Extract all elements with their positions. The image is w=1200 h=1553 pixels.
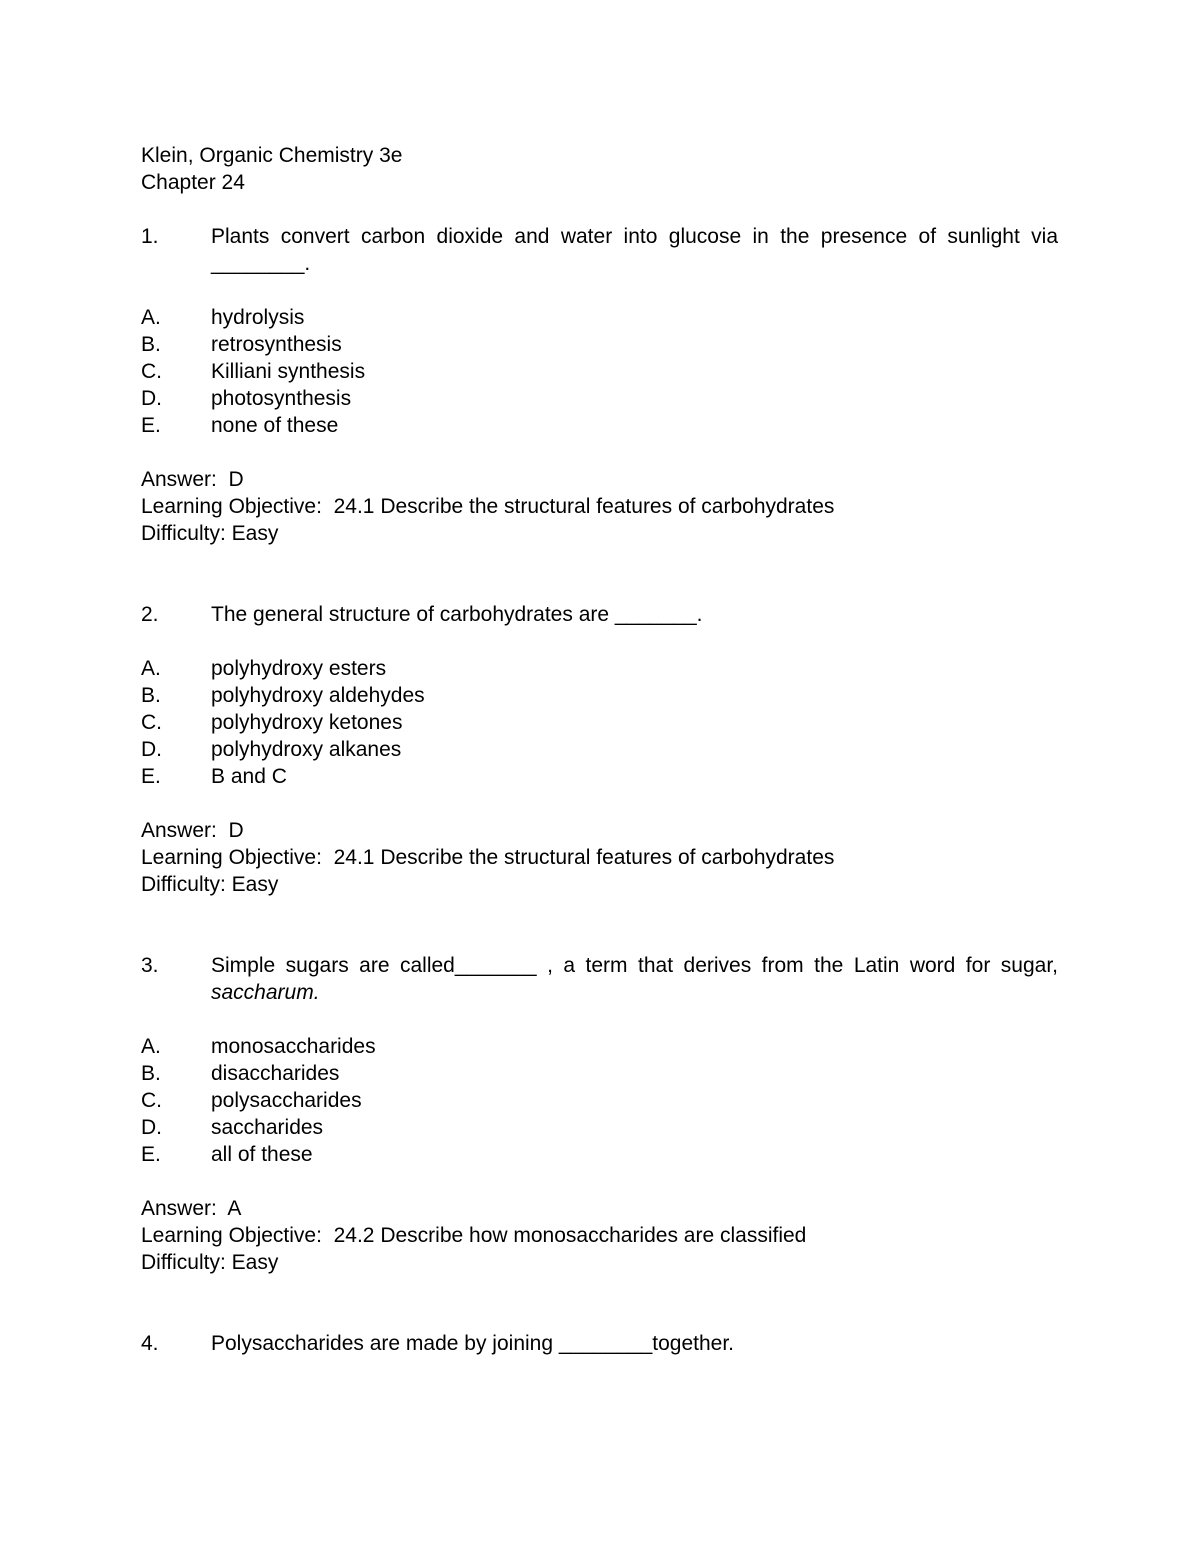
question-4 <box>141 1330 1058 1357</box>
option-text: monosaccharides <box>211 1035 376 1058</box>
option-letter: C. <box>141 711 162 734</box>
option-b <box>141 1060 1058 1087</box>
question-stem <box>141 223 1058 277</box>
option-b <box>141 331 1058 358</box>
answer-options <box>141 304 1058 439</box>
question-number: 2. <box>141 603 159 626</box>
difficulty-line: Difficulty: Easy <box>141 522 279 545</box>
option-b <box>141 682 1058 709</box>
option-letter: D. <box>141 387 162 410</box>
option-d <box>141 736 1058 763</box>
option-letter: A. <box>141 1035 161 1058</box>
option-text: retrosynthesis <box>211 333 342 356</box>
question-meta <box>141 817 1058 898</box>
question-number: 3. <box>141 954 159 977</box>
option-letter: D. <box>141 1116 162 1139</box>
answer-line: Answer: D <box>141 819 244 842</box>
question-1 <box>141 223 1058 547</box>
question-stem <box>141 1330 1058 1357</box>
question-2 <box>141 601 1058 898</box>
option-e <box>141 412 1058 439</box>
question-meta <box>141 466 1058 547</box>
document-header <box>141 142 1058 196</box>
option-text: Killiani synthesis <box>211 360 366 383</box>
question-text-main: Simple sugars are called_______ , a term that derives from the Latin word for sugar, <box>211 954 1058 977</box>
option-e <box>141 1141 1058 1168</box>
question-stem <box>141 601 1058 628</box>
question-3 <box>141 952 1058 1276</box>
learning-objective: Learning Objective: 24.1 Describe the structural features of carbohydrates <box>141 495 835 518</box>
option-text: photosynthesis <box>211 387 352 410</box>
answer-line: Answer: A <box>141 1197 242 1220</box>
book-title: Klein, Organic Chemistry 3e <box>141 144 403 167</box>
option-text: polyhydroxy aldehydes <box>211 684 425 707</box>
option-text: none of these <box>211 414 339 437</box>
option-text: polyhydroxy esters <box>211 657 387 680</box>
option-a <box>141 655 1058 682</box>
question-text-italic: saccharum. <box>211 981 320 1004</box>
option-a <box>141 1033 1058 1060</box>
option-letter: B. <box>141 684 161 707</box>
option-letter: B. <box>141 333 161 356</box>
chapter-label: Chapter 24 <box>141 171 245 194</box>
option-letter: B. <box>141 1062 161 1085</box>
answer-options <box>141 1033 1058 1168</box>
learning-objective: Learning Objective: 24.1 Describe the structural features of carbohydrates <box>141 846 835 869</box>
option-a <box>141 304 1058 331</box>
question-meta <box>141 1195 1058 1276</box>
option-text: B and C <box>211 765 287 788</box>
answer-options <box>141 655 1058 790</box>
question-text: Plants convert carbon dioxide and water into glucose in the presence of sunlight via ________. <box>211 225 1058 275</box>
option-text: saccharides <box>211 1116 324 1139</box>
question-number: 4. <box>141 1332 159 1355</box>
question-stem <box>141 952 1058 1006</box>
question-number: 1. <box>141 225 159 248</box>
option-d <box>141 1114 1058 1141</box>
option-letter: A. <box>141 657 161 680</box>
difficulty-line: Difficulty: Easy <box>141 1251 279 1274</box>
option-text: hydrolysis <box>211 306 305 329</box>
option-c <box>141 1087 1058 1114</box>
option-letter: C. <box>141 360 162 383</box>
option-text: polyhydroxy alkanes <box>211 738 402 761</box>
option-d <box>141 385 1058 412</box>
option-letter: C. <box>141 1089 162 1112</box>
option-letter: E. <box>141 414 161 437</box>
option-letter: D. <box>141 738 162 761</box>
document-page <box>141 142 1058 1357</box>
question-text: Polysaccharides are made by joining ________together. <box>211 1332 735 1355</box>
option-letter: A. <box>141 306 161 329</box>
difficulty-line: Difficulty: Easy <box>141 873 279 896</box>
answer-line: Answer: D <box>141 468 244 491</box>
question-text: The general structure of carbohydrates are _______. <box>211 603 703 626</box>
option-text: disaccharides <box>211 1062 340 1085</box>
question-text <box>211 952 1058 1006</box>
option-text: polyhydroxy ketones <box>211 711 403 734</box>
option-text: all of these <box>211 1143 313 1166</box>
option-letter: E. <box>141 1143 161 1166</box>
learning-objective: Learning Objective: 24.2 Describe how monosaccharides are classified <box>141 1224 807 1247</box>
option-text: polysaccharides <box>211 1089 362 1112</box>
option-c <box>141 709 1058 736</box>
option-letter: E. <box>141 765 161 788</box>
option-c <box>141 358 1058 385</box>
option-e <box>141 763 1058 790</box>
